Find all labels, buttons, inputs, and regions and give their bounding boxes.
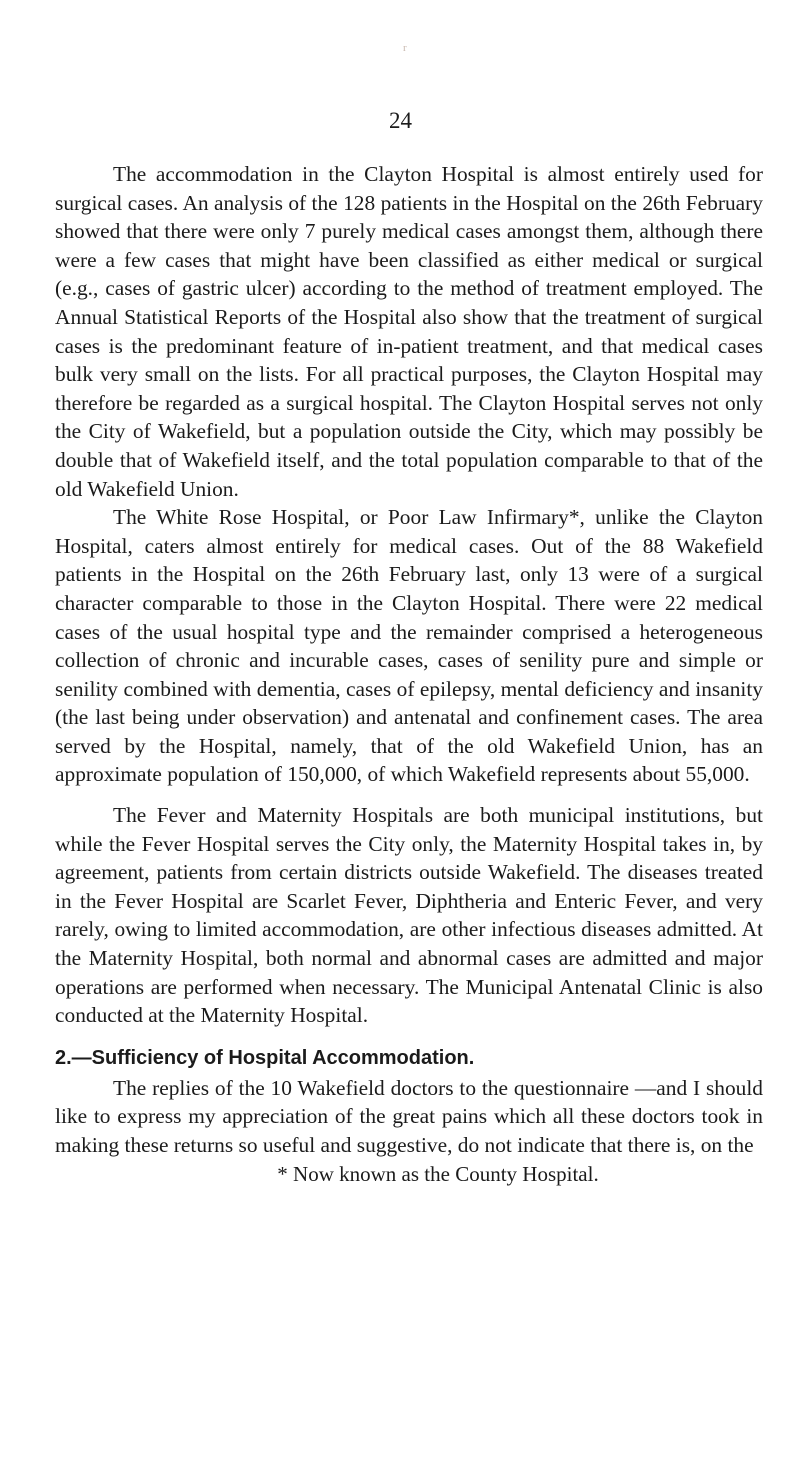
section-heading: 2.—Sufficiency of Hospital Accommodation.: [55, 1046, 475, 1069]
body-text: [55, 160, 763, 1188]
paragraph-sufficiency: The replies of the 10 Wakefield doctors to the questionnaire —and I should like to express my appreciation of the great pains which all these doctors took in making these returns so useful and suggestive, do not indicate that there is, on the: [55, 1075, 763, 1157]
paragraph-clayton-hospital: The accommodation in the Clayton Hospital is almost entirely used for surgical cases. An analysis of the 128 patients in the Hospital on the 26th February showed that there were only 7 purely medical cases amongst them, although there were a few cases that might have been classified as either medical or surgical (e.g., cases of gastric ulcer) according to the method of treatment employed. The Annual Statistical Reports of the Hospital also show that the treatment of surgical cases is the predominant feature of in-patient treatment, and that medical cases bulk very small on the lists. For all practical purposes, the Clayton Hospital may therefore be regarded as a surgical hospital. The Clayton Hospital serves not only the City of Wakefield, but a population outside the City, which may possibly be double that of Wakefield itself, and the total population comparable to that of the old Wakefield Union.: [55, 162, 763, 501]
page-number: 24: [389, 108, 412, 133]
footnote: * Now known as the County Hospital.: [277, 1161, 599, 1186]
paragraph-white-rose-hospital: The White Rose Hospital, or Poor Law Infirmary*, unlike the Clayton Hospital, caters almost entirely for medical cases. Out of the 88 Wakefield patients in the Hospital on the 26th February last, only 13 were of a surgical character comparable to those in the Clayton Hospital. There were 22 medical cases of the usual hospital type and the remainder comprised a heterogeneous collection of chronic and incurable cases, cases of senility pure and simple or senility combined with dementia, cases of epilepsy, mental deficiency and insanity (the last being under observation) and antenatal and confinement cases. The area served by the Hospital, namely, that of the old Wakefield Union, has an approximate population of 150,000, of which Wakefield represents about 55,000.: [55, 505, 763, 787]
stray-mark: r: [403, 42, 407, 54]
paragraph-fever-maternity: The Fever and Maternity Hospitals are both municipal institutions, but while the Fever Hospital serves the City only, the Maternity Hospital takes in, by agreement, patients from certain districts outside Wakefield. The diseases treated in the Fever Hospital are Scarlet Fever, Diphtheria and Enteric Fever, and very rarely, owing to limited accommodation, are other infectious diseases admitted. At the Maternity Hospital, both normal and abnormal cases are admitted and major operations are performed when necessary. The Municipal Antenatal Clinic is also conducted at the Maternity Hospital.: [55, 803, 763, 1028]
